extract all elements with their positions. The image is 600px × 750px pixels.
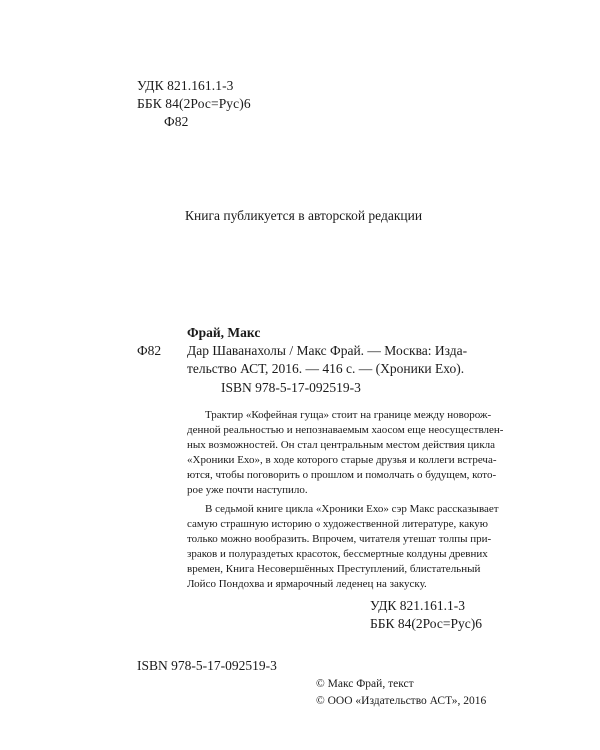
annotation-line: только можно вообразить. Впрочем, читателя утешат толпы при- — [187, 533, 492, 545]
annotation-line: «Хроники Ехо», в ходе которого старые друзья и коллеги встреча- — [187, 454, 497, 466]
annotation-line: времен, Книга Несовершённых Преступлений, блистательный — [187, 563, 481, 575]
annotation-line: ных возможностей. Он стал центральным местом действия цикла — [187, 439, 496, 451]
catalog-isbn: ISBN 978-5-17-092519-3 — [221, 380, 361, 395]
biblio-line: Дар Шаванахолы / Макс Фрай. — Москва: Изда- — [187, 343, 468, 358]
annotation-line: денной реальностью и непознаваемым хаосом еще неосуществлен- — [187, 424, 504, 436]
annotation-line: Трактир «Кофейная гуща» стоит на границе между новорож- — [205, 409, 492, 421]
udk-code: УДК 821.161.1-3 — [137, 78, 234, 93]
annotation-line: Лойсо Пондохва и ярмарочный леденец на закуску. — [187, 578, 427, 590]
biblio-line: тельство АСТ, 2016. — 416 с. — (Хроники Ехо). — [187, 361, 465, 376]
annotation-line: самую страшную историю о художественной литературе, какую — [187, 518, 489, 530]
bbk-code: ББК 84(2Рос=Рус)6 — [137, 96, 251, 111]
copyright-publisher: © ООО «Издательство АСТ», 2016 — [316, 695, 487, 707]
catalog-author: Фрай, Макс — [187, 325, 261, 340]
catalog-sign-code: Ф82 — [137, 343, 162, 358]
catalog-udk: УДК 821.161.1-3 — [370, 598, 466, 613]
annotation-line: ются, чтобы поговорить о прошлом и помолчать о будущем, кото- — [187, 469, 497, 481]
annotation-line: В седьмой книге цикла «Хроники Ехо» сэр Макс рассказывает — [205, 503, 499, 515]
isbn: ISBN 978-5-17-092519-3 — [137, 658, 277, 673]
catalog-bbk: ББК 84(2Рос=Рус)6 — [370, 616, 482, 631]
annotation-line: зраков и полураздетых красоток, бессмертные колдуны древних — [187, 548, 488, 560]
author-sign-code: Ф82 — [164, 114, 189, 129]
copyright-author: © Макс Фрай, текст — [316, 678, 414, 690]
edition-notice: Книга публикуется в авторской редакции — [185, 208, 423, 223]
annotation-line: рое уже почти наступило. — [187, 484, 308, 496]
